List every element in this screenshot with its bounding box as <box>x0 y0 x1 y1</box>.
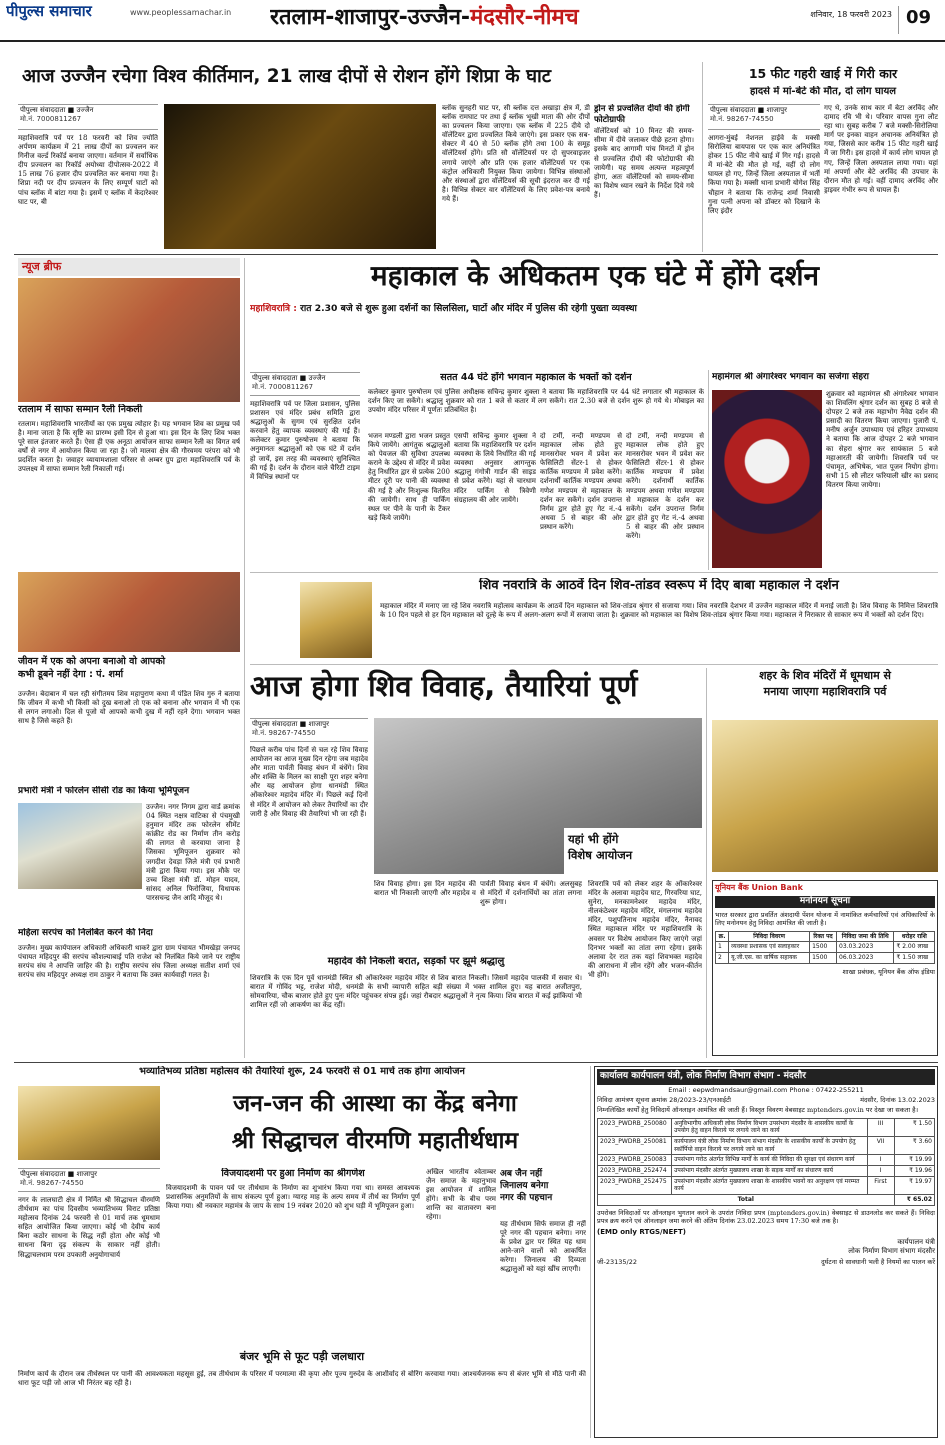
brief1-title: रतलाम में साफा सम्मान रैली निकली <box>18 404 143 415</box>
shiv-vivah-photo-caption <box>564 828 702 878</box>
union-bank-footer: शाखा प्रबंधक, यूनियन बैंक ऑफ इंडिया <box>842 967 935 976</box>
story1-col1: महाशिवरात्रि पर्व पर 18 फरवरी को शिव ज्योति अर्पणम कार्यक्रम में 21 लाख दीपों का प्रज्वलन कर गिनीज वर्ल्ड रिकॉर्ड बनाया जाएगा। वर्तमान में सर्वाधिक दीप प्रज्वलन का रिकॉर्ड अयोध्या दीपोत्सव-2022 में 15 लाख 76 हजार दीप प्रज्वलित कर बनाया गया है। शिप्रा नदी पर दीप प्रज्वलन के लिए सम्पूर्ण घाटों को पांच ब्लॉक में बांटा गया है। इसमें ए ब्लॉक में केदारेश्वर घाट पर, बी <box>18 134 158 206</box>
brief2-title <box>18 655 240 685</box>
table-header: निविदा जमा की तिथि <box>837 931 894 942</box>
shiv-tandav-text: महाकाल मंदिर में मनाए जा रहे शिव नवरात्रि महोत्सव कार्यक्रम के आठवें दिन महाकाल को शिव-तांडव श्रृंगार से सजाया गया। शिव नवरात्रि देशभर में उज्जैन महाकाल मंदिर में मनाई जाती है। शिव विवाह के निमित्त शिवरात्रि के 10 दिन पहले से हर दिन महाकाल को दूल्हे के रूप में अलग-अलग रूपों में सजाया जाता है। शुक्रवार को महाकाल का विशेष शिव-तांडव श्रृंगार किया गया। महाकाल ने निराकार से साकार रूप में भक्तों को दर्शन दिए। <box>380 602 938 620</box>
story2-col1: आगरा-मुंबई नेशनल हाईवे के मक्सी सिरोलिया बायपास पर एक कार अनियंत्रित होकर 15 फीट नीचे खाई में गिर गई। हादसे में मां-बेटे की मौत हो गई, वहीं दो लोग घायल हो गए, जिन्हें जिला अस्पताल में भर्ती किया गया है। मक्सी थाना प्रभारी योगेश सिंह चौहान ने बताया कि राजेन्द्र शर्मा निवासी गुना पत्नी अपना को डॉक्टर को दिखाने के लिए इंदौर <box>708 134 820 215</box>
divider <box>706 668 707 1058</box>
table-cell: ₹ 1.50 लाख <box>894 952 935 963</box>
lead-col4: दो टर्मी, नन्दी मण्डपम से महाकाल लोक होते हुए मानसरोवर भवन में प्रवेश कर फेसिलिटी सेंटर-1 से होकर कार्तिक मण्डपम में प्रवेश करेंगे। दर्शनार्थी कार्तिक मण्डपम अथवा गणेश मण्डपम से महाकाल के दर्शन कर सकेंगे। दर्शन उपरान्त निर्गम द्वार होते हुए गेट नं.-4 अथवा 5 से बाहर की ओर प्रस्थान करेंगे। <box>540 432 622 531</box>
brief1-text: रतलाम। महाशिवरात्रि भारतीयों का एक प्रमुख त्योहार है। यह भगवान शिव का प्रमुख पर्व है। माना जाता है कि सृष्टि का प्रारम्भ इसी दिन से हुआ था। इस दिन के लिए शिव भक्त पूरे साल इंतजार करते हैं। ऐसा ही एक अनूठा आयोजन साफा सम्मान रैली का विगत वर्ष वर्षों से नगर में आयोजन किया जा रहा है। जो मालवा क्षेत्र की गौरवमय परंपरा को भी प्रदर्शित करता है। जवाहर व्यायामशाला परिसर से अम्बर ग्रुप द्वारा महाशिवरात्रि पर्व के उपलक्ष्य में साफा सम्मान रैली निकाली गई। <box>18 420 240 474</box>
pwd-total-label: Total <box>598 1194 895 1205</box>
table-row <box>598 1136 935 1154</box>
lead-subhead-text: रात 2.30 बजे से शुरू हुआ दर्शनों का सिलसिला, घाटों और मंदिर में पुलिस की रहेगी पुख्ता व्यवस्था <box>300 303 637 314</box>
city-temples-photo <box>712 720 938 872</box>
pwd-row-class: I <box>867 1155 894 1166</box>
pwd-code: जी-23135/22 <box>597 1258 637 1267</box>
pwd-row-class: III <box>867 1118 894 1136</box>
table-header: धरोहर राशि <box>894 931 935 942</box>
pwd-row-desc: उपसंभाग मंदसौर अंतर्गत मुख्यालय शाखा के सड़क मार्गों का संधारण कार्य <box>672 1165 867 1176</box>
photo-caption-line2: विशेष आयोजन <box>568 847 633 862</box>
siddhachal-headline-line2: श्री सिद्धाचल वीरमणि महातीर्थधाम <box>231 1127 519 1154</box>
story2-byline <box>708 104 820 130</box>
union-bank-name: यूनियन बैंक Union Bank <box>715 883 803 892</box>
pwd-bottom-line <box>597 1258 935 1266</box>
story1-sidebar-title: ड्रोन से प्रज्वलित दीयों की होगी फोटोग्राफी <box>594 104 690 125</box>
story1-reporter: पीपुल्स संवाददाता ■ उज्जैन <box>20 106 94 114</box>
siddhachal-col3: अखिल भारतीय श्वेताम्बर जैन समाज के महानुभाव इस आयोजन में शामिल होंगे। सभी के बीच परम शान्ति का वातावरण बना रहेगा। <box>426 1168 496 1222</box>
brief4-text: उज्जैन। मुख्य कार्यपालन अधिकारी अधिकारी थाकरे द्वारा ग्राम पंचायत भीमखेड़ा जनपद पंचायत महिदपुर की सरपंच कौशल्याबाई पति राजेश को निलंबित किये जाने पर राष्ट्रीय सरपंच संघ ने आपत्ति जाहिर की है। राष्ट्रीय सरपंच संघ जिला अध्यक्ष सतीश शर्मा एवं सरपंच संघ महिदपुर अध्यक्ष राम ठाकुर ने बताया कि उक्त कार्यवाही गलत है। <box>18 944 240 980</box>
shiv-vivah-mobile: मो.नं. 98267-74550 <box>252 728 316 737</box>
city-temples-headline <box>712 668 938 708</box>
pwd-row-id: 2023_PWDRB_252475 <box>598 1176 672 1194</box>
siddhachal-mobile: मो.नं. 98267-74550 <box>20 1178 84 1187</box>
pwd-sign-line1: कार्यपालन यंत्री <box>897 1238 935 1247</box>
shiv-vivah-headline: आज होगा शिव विवाह, तैयारियां पूर्ण <box>250 669 638 703</box>
pwd-row-class: First <box>867 1176 894 1194</box>
shiv-vivah-bottom-title: महादेव की निकली बरात, सड़कों पर झूमे श्रद्धालु <box>327 956 505 967</box>
siddhachal-sidebar-title <box>500 1168 586 1218</box>
siddhachal-headline <box>164 1086 586 1166</box>
shiv-vivah-col2: शिव विवाह होगा। इस दिन महादेव की बारात भी निकाली जाएगी और महादेव व <box>374 880 476 898</box>
pwd-notice-no: निविदा आमंत्रण सूचना क्रमांक 28/2023-23/एनआईटी <box>597 1095 731 1104</box>
siddhachal-col1: नगर के लालघाटी क्षेत्र में निर्मित श्री सिद्धाचल वीरमणि तीर्थधाम का पांच दिवसीय भव्यातिभव्य विराट प्रतिष्ठा महोत्सव दिनांक 24 फरवरी से 01 मार्च तक धूमधाम सहित आयोजित किया जाएगा। कोई भी देवीय कार्य बिना कठोर साधना के सिद्ध नहीं होता और कोई भी साधना बिना दृढ़ संकल्प के साकार नहीं होती। सिद्धाचलधाम परम उपकारी अनुयोगाचार्य <box>18 1196 160 1259</box>
lead-col3: एसपी सचिन्द्र कुमार शुक्ला ने बताया कि महाशिवरात्रि पर दर्शन व्यवस्था के लिये निर्धारित की गई व्यवस्था अनुसार आगन्तुक श्रद्धालु गंगोत्री गार्डन की साइड से प्रवेश करेंगे। यहां से चारधाम मंदिर पार्किंग से त्रिवेणी संग्रहालय की ओर जायेंगे। <box>454 432 536 504</box>
shiv-vivah-reporter: पीपुल्स संवाददाता ■ शाजापुर <box>252 720 329 728</box>
table-header: क्र. <box>716 931 729 942</box>
pwd-row-desc: अनुविभागीय अधिकारी लोक निर्माण विभाग उपसंभाग मंदसौर के शासकीय कार्यों के उपयोग हेतु वाहन किराये पर लगाये जाने का कार्य <box>672 1118 867 1136</box>
table-total-row <box>598 1194 935 1205</box>
shiv-vivah-col1: पिछले करीब पांच दिनों से चल रहे शिव विवाह आयोजन का आज मुख्य दिन रहेगा जब महादेव और माता पार्वती विवाह बंधन में बंधेंगे। शिव और शक्ति के मिलन का साक्षी पूरा शहर बनेगा और यह आयोजन होगा धानमंडी स्थित ओंकारेश्वर महादेव मंदिर में। पिछले कई दिनों से मंदिर में आयोजन को लेकर तैयारियों का दौर जारी है और विवाह की तैयारियां भी जा रही हैं। <box>250 746 368 818</box>
brief2-title-line2: कभी डूबने नहीं देगा : पं. शर्मा <box>18 669 124 681</box>
pwd-row-desc: उपसंभाग गरोठ अंतर्गत विभिन्न मार्गों के कार्य की निविदा की सुरक्षा एवं संधारण कार्य <box>672 1155 867 1166</box>
table-row <box>598 1165 935 1176</box>
siddhachal-sidebar-line1: अब जैन नहीं <box>500 1169 543 1179</box>
pwd-email: Email : eepwdmandsaur@gmail.com Phone : 07422-255211 <box>668 1085 864 1094</box>
divider <box>708 370 709 570</box>
siddhachal-headline-line1: जन-जन की आस्था का केंद्र बनेगा <box>233 1091 517 1117</box>
pwd-row-id: 2023_PWDRB_250081 <box>598 1136 672 1154</box>
story2-col2: गए थे, उनके साथ कार में बेटा अरविंद और दामाद रवि भी थे। परिवार वापस गुना लौट रहा था। सुबह करीब 7 बजे मक्सी-सिरोलिया मार्ग पर इनका वाहन अचानक अनियंत्रित हो गया, जिससे कार करीब 15 फीट गहरी खाई में जा गिरी। इस हादसे में कार्य लोग घायल हो गए, जिन्हें जिला अस्पताल लाया गया। यहां मां अपर्णा और बेटे अरविंद की उपचार के दौरान मौत हो गई। वहीं दामाद अरविंद और ड्राइवर गंभीर रूप से घायल हैं। <box>824 104 938 194</box>
lead-kicker: सतत 44 घंटे होंगे भगवान महाकाल के भक्तों को दर्शन <box>440 372 632 383</box>
shiv-vivah-byline <box>250 718 368 742</box>
table-cell: 2 <box>716 952 729 963</box>
lead-subhead-label: महाशिवरात्रि : <box>250 303 297 314</box>
siddhachal-col2: विजयादशमी के पावन पर्व पर तीर्थधाम के निर्माण का शुभारंभ किया गया था। समस्त आवश्यक प्रशासनिक अनुमतियों के साथ संकल्प पूर्ण हुआ। ग्यारह माह के अल्प समय में तीर्थ का निर्माण पूर्ण किया गया। श्री नवकार महामंत्र के जाप के साथ 19 नवंबर 2020 को शुभ घड़ी में भूमिपूजन हुआ। <box>166 1184 420 1211</box>
pwd-table <box>597 1118 935 1206</box>
pwd-sign-line2: लोक निर्माण विभाग संभाग मंदसौर <box>848 1247 935 1256</box>
story1-sidebar-text: वॉलेंटियर्स को 10 मिनट की समय-सीमा में दीये जलाकर पीछे हटना होगा। इसके बाद आगामी पांच मिनटों में ड्रोन से प्रज्वलित दीयों की फोटोग्राफी की जायेगी। यह समय अत्यन्त महत्वपूर्ण होगा, अतः वॉलेंटियर्स को समय-सीमा का विशेष ध्यान रखने के निर्देश दिये गये हैं। <box>594 127 694 199</box>
union-bank-intro: भारत सरकार द्वारा प्रवर्तित अंशदायी पेंशन योजना में नामांकित कर्मचारियों एवं अधिकारियों के लिए मनोनयन हेतु निविदा आमंत्रित की जाती है। <box>715 910 935 928</box>
siddhachal-kicker <box>18 1066 586 1082</box>
union-bank-notice-title: मनोनयन सूचना <box>715 896 935 908</box>
pwd-row-class: VII <box>867 1136 894 1154</box>
divider <box>250 572 938 573</box>
shiv-vivah-col3: पार्वती विवाह बंधन में बंधेंगे। अलसुबह से मंदिरों में दर्शनार्थियों का तांता लगना शुरू होगा। <box>480 880 582 907</box>
siddhachal-box-title: विजयादशमी पर हुआ निर्माण का श्रीगणेश <box>221 1168 365 1179</box>
region-title-part-a: रतलाम-शाजापुर-उज्जैन- <box>270 5 471 30</box>
siddhachal-byline <box>18 1168 160 1192</box>
masthead-date: शनिवार, 18 फरवरी 2023 <box>810 10 892 19</box>
masthead-website: www.peoplessamachar.in <box>130 8 232 17</box>
union-bank-notice <box>712 880 938 1056</box>
news-brief-label: न्यूज ब्रीफ <box>18 258 240 276</box>
pwd-row-amount: ₹ 1.50 <box>894 1118 934 1136</box>
divider <box>244 258 245 1058</box>
brief2-photo-shiv-katha <box>18 572 240 652</box>
table-cell: यू.जी.एस. का वार्षिक सहायक <box>729 952 810 963</box>
story1-headline: आज उज्जैन रचेगा विश्व कीर्तिमान, 21 लाख दीपों से रोशन होंगे शिप्रा के घाट <box>22 66 552 87</box>
pwd-row-amount: ₹ 19.96 <box>894 1165 934 1176</box>
pwd-row-amount: ₹ 3.60 <box>894 1136 934 1154</box>
divider <box>590 1066 591 1438</box>
brief4-title: महिला सरपंच को निलंबित करने की निंदा <box>18 928 153 938</box>
lead-sidebar-photo-angareshwar <box>712 390 822 568</box>
lead-reporter: पीपुल्स संवाददाता ■ उज्जैन <box>252 374 326 382</box>
brief3-text: उज्जैन। नगर निगम द्वारा वार्ड क्रमांक 04 स्थित नक्षत्र वाटिका से पंचमुखी हनुमान मंदिर तक फोरलेन सीमेंट कांक्रीट रोड का निर्माण तीन करोड़ की लागत से करवाया जाना है जिसका भूमिपूजन शुक्रवार को जगदीश देवड़ा जिले मंत्री एवं प्रभारी मंत्री द्वारा किया गया। इस मौके पर उच्च शिक्षा मंत्री डॉ. मोहन यादव, सांसद अनिल फिरोजिया, विधायक पारसचन्द्र जैन आदि मौजूद थे। <box>146 803 240 902</box>
lead-col1: महाशिवरात्रि पर्व पर जिला प्रशासन, पुलिस प्रशासन एवं मंदिर प्रबंध समिति द्वारा श्रद्धालुओं के सुगम एवं सुरक्षित दर्शन करवाने हेतु व्यापक व्यवस्थाएं की गई हैं। कलेक्टर कुमार पुरुषोत्तम ने बताया कि अनुमानतः श्रद्धालुओं को एक घंटे में दर्शन हो जायें, इस तरह की व्यवस्थाएं सुनिश्चित की गई हैं। दर्शन के दौरान वाले चैरिटी टाइम में विभिन्न स्थानों पर <box>250 400 360 481</box>
story2-headline: 15 फीट गहरी खाई में गिरी कार <box>748 66 898 81</box>
pwd-row-class: I <box>867 1165 894 1176</box>
story1-mobile: मो.नं. 7000811267 <box>20 114 82 123</box>
divider <box>250 664 938 665</box>
region-title-part-b: मंदसौर-नीमच <box>470 5 579 30</box>
lead-byline <box>250 372 360 396</box>
pwd-row-desc: कार्यपालन यंत्री लोक निर्माण विभाग संभाग मंदसौर के शासकीय कार्यों के उपयोग हेतु स्कॉर्पियो वाहन किराये पर लगाये जाने का कार्य <box>672 1136 867 1154</box>
story1-byline <box>18 104 158 130</box>
table-header: रिक्त पद <box>810 931 837 942</box>
table-cell: व्यवस्था प्रशासक एवं सलाहकार <box>729 942 810 953</box>
table-row <box>598 1155 935 1166</box>
pwd-row-id: 2023_PWDRB_252474 <box>598 1165 672 1176</box>
divider <box>14 254 938 255</box>
pwd-intro: निम्नलिखित कार्यों हेतु निविदायें ऑनलाइन आमंत्रित की जाती हैं। विस्तृत विवरण वेबसाइट mptenders.gov.in पर देखा जा सकता है। <box>597 1106 919 1115</box>
lead-mobile: मो.नं. 7000811267 <box>252 382 314 391</box>
story2-subhead: हादसे में मां-बेटे की मौत, दो लोग घायल <box>749 86 897 97</box>
table-cell: 03.03.2023 <box>837 942 894 953</box>
siddhachal-reporter: पीपुल्स संवाददाता ■ शाजापुर <box>20 1170 97 1178</box>
table-header-row <box>716 931 935 942</box>
brief2-title-line1: जीवन में एक को अपना बनाओ वो आपको <box>18 656 166 667</box>
siddhachal-sidebar-line3: नगर की पहचान <box>500 1193 553 1204</box>
story2-mobile: मो.नं. 98267-74550 <box>710 114 774 123</box>
masthead-logo: पीपुल्स समाचार <box>6 2 92 20</box>
table-cell: 1500 <box>810 942 837 953</box>
shiv-vivah-bottom-text: शिवरात्रि के एक दिन पूर्व धानमंडी स्थित श्री ओंकारेश्वर महादेव मंदिर से शिव बारात निकली। जिसमें महादेव पालकी में सवार थे। बारात में गोविंद भट्ट, राजेश मोदी, धनमंडी के सभी व्यापारी सहित बड़ी संख्या में भक्त शामिल हुए। यह बारात अजीतपुरा, सोमवारिया, चौक बाजार होते हुए पुनः मंदिर पहुंचकर संपन्न हुई। जहां रौबदार श्रद्धालुओं ने नृत्य किया। शिव बारात में कई झांकियां भी शामिल रहीं जो आकर्षण का केंद्र रहीं। <box>250 974 582 1010</box>
shiv-tandav-photo <box>300 582 372 658</box>
union-bank-table <box>715 931 935 964</box>
siddhachal-bottom-text: निर्माण कार्य के दौरान जब तीर्थस्थल पर पानी की आवश्यकता महसूस हुई, तब तीर्थधाम के परिसर में परमात्मा की कृपा और पूज्य गुरुदेव के आशीर्वाद से बोरिंग करवाया गया। आश्चर्यजनक रूप से बंजर भूमि से मीठे पानी की धारा फूट पड़ी जो आज भी निरंतर बह रही है। <box>18 1370 586 1388</box>
photo-caption-line1: यहां भी होंगे <box>568 832 619 846</box>
divider <box>702 62 703 252</box>
siddhachal-sidebar-line2: जिनालय बनेगा <box>500 1181 549 1192</box>
table-row <box>716 952 935 963</box>
table-cell: 1500 <box>810 952 837 963</box>
masthead <box>0 0 945 42</box>
siddhachal-subhead: बंजर भूमि से फूट पड़ी जलधारा <box>239 1350 365 1363</box>
story1-sidebar <box>594 104 694 248</box>
pwd-row-desc: उपसंभाग मंदसौर अंतर्गत मुख्यालय शाखा के शासकीय भवनों का अनुरक्षण एवं मरम्मत कार्य <box>672 1176 867 1194</box>
city-temples-line2: मनाया जाएगा महाशिवरात्रि पर्व <box>763 684 887 698</box>
table-cell: ₹ 2.00 लाख <box>894 942 935 953</box>
pwd-footer-text: उपरोक्त निविदाओं पर ऑनलाइन भुगतान करने के उपरांत निविदा प्रपत्र (mptenders.gov.in) वेबसाइट से डाउनलोड कर सकते हैं। निविदा प्रपत्र क्रय करने एवं ऑनलाइन जमा करने की अंतिम दिनांक 23.02.2023 समय 17:30 बजे तक है। <box>597 1208 935 1226</box>
lead-sidebar-title: महामंगल श्री अंगारेश्वर भगवान का सजेगा सेहरा <box>712 372 870 382</box>
pwd-row-amount: ₹ 19.97 <box>894 1176 934 1194</box>
siddhachal-photo-temple <box>18 1086 160 1160</box>
brief1-photo-safa-rally <box>18 278 240 402</box>
pwd-notice-date: मंदसौर, दिनांक 13.02.2023 <box>860 1095 935 1104</box>
lead-col5: दो टर्मी, नन्दी मण्डपम से महाकाल लोक होते हुए मानसरोवर भवन में प्रवेश कर फेसिलिटी सेंटर-1 से होकर कार्तिक मण्डपम में प्रवेश करेंगे। दर्शनार्थी कार्तिक मण्डपम अथवा गणेश मण्डपम से महाकाल के दर्शन कर सकेंगे। दर्शन उपरान्त निर्गम द्वार होते हुए गेट नं.-4 अथवा 5 से बाहर की ओर प्रस्थान करेंगे। <box>626 432 704 541</box>
page-number: 09 <box>898 6 938 34</box>
table-cell: 06.03.2023 <box>837 952 894 963</box>
table-row <box>598 1176 935 1194</box>
lead-col2: भजन मण्डली द्वारा भजन प्रस्तुत किये जायेंगे। आगंतुक श्रद्धालुओं को पेयजल की सुविधा उपलब्ध कराने के उद्देश्य से मंदिर में प्रवेश हेतु निर्धारित द्वार से प्रत्येक 200 मीटर दूरी पर पानी की व्यवस्था की गई है और निःशुल्क वितरित की जायेगी। साथ ही पार्किंग स्थल पर पीने के पानी के टैंकर खड़े किये जायेंगे। <box>368 432 450 522</box>
table-row <box>598 1118 935 1136</box>
lead-subhead <box>250 303 940 317</box>
brief3-title: प्रभारी मंत्री ने फोरलेन सीसी रोड का किया भूमिपूजन <box>18 786 190 796</box>
story2-reporter: पीपुल्स संवाददाता ■ शाजापुर <box>710 106 787 114</box>
lead-intro: कलेक्टर कुमार पुरुषोत्तम एवं पुलिस अधीक्षक सचिन्द्र कुमार शुक्ला ने बताया कि महाशिवरात्रि पर 44 घंटे लगातार श्री महाकाल के दर्शन किए जा सकेंगे। श्रद्धालु शुक्रवार को रात 1 बजे से कतार में लग सकेंगे। रात 2.30 बजे से दर्शन शुरू हो गये थे। मोबाइल का उपयोग मंदिर परिसर में पूर्णतः प्रतिबंधित है। <box>368 388 704 415</box>
table-row <box>716 942 935 953</box>
story1-col2: ब्लॉक सुनहरी घाट पर, सी ब्लॉक दत्त अखाड़ा क्षेत्र में, डी ब्लॉक रामघाट पर तथा ई ब्लॉक भूखी माता की ओर दीपों का प्रज्वलन किया जाएगा। एक ब्लॉक में 225 दीये दो वॉलेंटियर द्वारा प्रज्वलित किये जाएंगे। इस प्रकार एक सब-सेक्टर में 40 से 50 ब्लॉक होंगे तथा 100 के समूह वॉलेंटियर्स होंगे। प्रति सौ वॉलेंटियर्स पर दो सुपरवाइजर लगाये जाएंगे और प्रति एक हजार वॉलेंटियर्स पर एक कंट्रोल अधिकारी नियुक्त किया जायेगा। विभिन्न संस्थाओं और संस्थाओं द्वारा वॉलेंटियर्स की सूची इंदराज कर दी गई है। विभिन्न सेक्टर वार वॉलेंटियर्स के लिए प्रवेश-पत्र बनाये गये हैं। <box>442 104 590 203</box>
city-temples-line1: शहर के शिव मंदिरों में धूमधाम से <box>759 669 891 682</box>
pwd-row-id: 2023_PWDRB_250080 <box>598 1118 672 1136</box>
region-title <box>270 4 740 36</box>
divider <box>14 1062 938 1063</box>
pwd-row-id: 2023_PWDRB_250083 <box>598 1155 672 1166</box>
table-cell: 1 <box>716 942 729 953</box>
shiv-tandav-headline: शिव नवरात्रि के आठवें दिन शिव-तांडव स्वरूप में दिए बाबा महाकाल ने दर्शन <box>479 578 839 593</box>
lead-sidebar-text: शुक्रवार को महामंगल श्री अंगारेश्वर भगवान का शिवलिंग श्रृंगार दर्शन का सुबह 8 बजे से दोपहर 2 बजे तक महाभोग नैवेद्य दर्शन की प्रसादी का वितरण किया जाएगा। पुजारी पं. मनीष अर्जुन उपाध्याय एवं हरिहर उपाध्याय ने बताया कि आज दोपहर 2 बजे भगवान का सेहरा श्रृंगार कर सायंकाल 5 बजे महाआरती की जायेगी। शिवरात्रि पर्व पर पंचामृत, अभिषेक, भात पूजन नियोग होगा। सभी 15 सौ लीटर फरियाली खीर का प्रसाद वितरण किया जायेगा। <box>826 390 938 489</box>
shiv-vivah-box: शिवरात्रि पर्व को लेकर शहर के ओंकारेश्वर मंदिर के अलावा महादेव घाट, गिरवरिया घाट, सुनेरा, मनकामनेश्वर महादेव मंदिर, नीलकंठेश्वर महादेव मंदिर, मंगलनाथ महादेव मंदिर, पशुपतिनाथ महादेव मंदिर, नैनावद स्थित महाकाल मंदिर पर महाशिवरात्रि के अवसर पर विशेष आयोजन किए जाएंगे जहां दिनभर भक्तों का तांता लगा रहेगा। इसके अलावा देर रात तक यहां शिवभक्त महादेव की आराधना में लीन रहेंगे और भजन-कीर्तन भी होंगे। <box>588 880 702 979</box>
pwd-tender-notice <box>594 1066 938 1438</box>
table-header: निविदा विवरण <box>729 931 810 942</box>
pwd-emd: (EMD only RTGS/NEFT) <box>597 1227 686 1236</box>
siddhachal-kicker-end: होगा आयोजन <box>414 1066 465 1077</box>
story1-photo-ghat-lamps <box>164 104 436 249</box>
pwd-signature <box>597 1238 935 1256</box>
brief2-text: उज्जैन। बेदाबान में चल रही संगीतमय शिव महापुराण कथा में पंडित शिव गुरु ने बताया कि जीवन में कभी भी किसी को दुख बनाओ तो एक को बनाना और भगवान में भी एक से लगन लगाओ। दिल से पूजो यो आपको कभी दुख में नहीं रहने देगा। भगवान भक्त साथ है जिसे कहते हैं। <box>18 690 240 726</box>
pwd-notice-line <box>597 1096 935 1104</box>
pwd-total-amount: ₹ 65.02 <box>894 1194 934 1205</box>
lead-headline: महाकाल के अधिकतम एक घंटे में होंगे दर्शन <box>370 259 820 292</box>
siddhachal-sidebar-text: यह तीर्थधाम सिर्फ समाज ही नहीं पूरे नगर की पहचान बनेगा। नगर के प्रवेश द्वार पर स्थित यह धाम आने-जाने वालों को आकर्षित करेगा। जिनालय की दिव्यता श्रद्धालुओं को यहां खींच लाएगी। <box>500 1220 586 1274</box>
pwd-title: कार्यालय कार्यपालन यंत्री, लोक निर्माण विभाग संभाग - मंदसौर <box>597 1069 935 1085</box>
pwd-sub-footer: दुर्घटना से सावधानी भली है नियमों का पालन करें <box>821 1258 935 1267</box>
brief3-photo-bhoomipujan <box>18 803 142 889</box>
siddhachal-kicker-main: भव्यातिभव्य प्रतिष्ठा महोत्सव की तैयारियां शुरू, 24 फरवरी से 01 मार्च तक <box>139 1066 412 1077</box>
pwd-row-amount: ₹ 19.99 <box>894 1155 934 1166</box>
